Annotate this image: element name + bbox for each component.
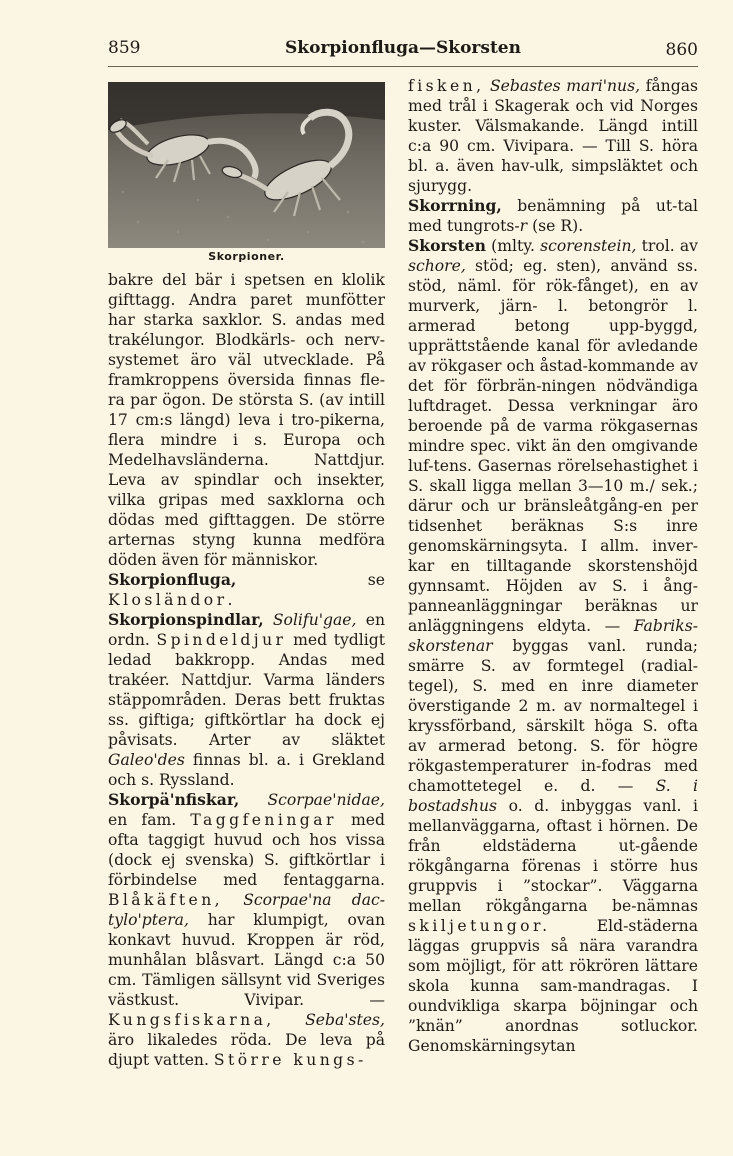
latin-name: Scorpae'nidae, bbox=[239, 791, 385, 809]
paragraph-scorpion-continuation bbox=[108, 270, 385, 570]
entry-headword: Skorpionfluga, bbox=[108, 570, 237, 589]
spaced-term: Spindeldjur bbox=[156, 631, 287, 649]
page-header bbox=[108, 38, 698, 66]
spaced-term: skiljetungor. bbox=[408, 917, 551, 935]
body-text: äro likaledes röda. De leva på djupt vatten. bbox=[108, 1031, 385, 1069]
page-number-right: 860 bbox=[665, 40, 698, 60]
scorpion-photo bbox=[108, 82, 385, 248]
body-text: o. d. inbyggas vanl. i mellanväggarna, oftast i hörnen. De från eldstäderna ut-gående rökgångarna förenas i större hus gruppvis i ”stockar”. Väggarna mellan rökgångarna be-nämnas bbox=[408, 797, 698, 915]
body-text: fångas med trål i Skagerak och vid Norges kuster. Välsmakande. Längd intill c:a 90 cm. Vivipara. — Till S. höra bl. a. även hav-ulk, simpsläktet och sjurygg. bbox=[408, 77, 698, 195]
body-text: stöd; eg. sten), använd ss. stöd, näml. för rök-fånget), en av murverk, järn- l. betongrör l. armerad betong upp-byggd, upprättstående kanal för avledande av rökgaser och åstad-kommande av det för förbrän-ningen nödvändiga luftdraget. Dessa verkningar äro beroende på de varma rökgasernas mindre spec. vikt än den omgivande luf-tens. Gasernas rörelsehastighet i S. skall ligga mellan 3—10 m./ sek.; därur och ur bränsleåtgång-en per tidsenhet beräknas S:s inre genomskärningsyta. I allm. inver-kar en tilltagande skorstenshöjd gynnsamt. Höjden av S. i ång-panneanläggningar beräknas ur anläggningens eldyta. — bbox=[408, 257, 698, 635]
entry-headword: Skorsten bbox=[408, 236, 486, 255]
body-text: med ofta taggigt huvud och hos vissa (dock ej svenska) S. giftkörtlar i förbindelse med fentaggarna. bbox=[108, 811, 385, 889]
entry-headword: Skorrning, bbox=[408, 196, 502, 215]
latin-name: schore, bbox=[408, 257, 466, 275]
latin-name: Galeo'des bbox=[108, 751, 185, 769]
spaced-term: Blåkäften, bbox=[108, 891, 224, 909]
body-text: se bbox=[236, 571, 385, 589]
body-text: en fam. bbox=[108, 811, 191, 829]
entry-headword: Skorpionspindlar, bbox=[108, 610, 264, 629]
entry-skorrning bbox=[408, 196, 698, 236]
body-text: (se R). bbox=[527, 217, 584, 235]
italic-term: S. i bostadshus bbox=[408, 777, 698, 815]
body-text: trol. av bbox=[636, 237, 698, 255]
latin-name: Scorpae'na dac-tylo'ptera, bbox=[108, 891, 385, 929]
spaced-term: Kungsfiskarna, bbox=[108, 1011, 275, 1029]
body-text: benämning på ut-tal med tungrots- bbox=[408, 197, 698, 235]
latin-name: Solifu'gae, bbox=[263, 611, 357, 629]
italic-term: r bbox=[519, 217, 528, 235]
body-text: en ordn. bbox=[108, 611, 385, 649]
page-number-left: 859 bbox=[108, 38, 141, 58]
spaced-term: Större kungs- bbox=[213, 1051, 367, 1069]
entry-skorpanfiskar bbox=[108, 790, 385, 1070]
header-rule bbox=[108, 66, 698, 67]
body-text: bakre del bär i spetsen en klolik gifttagg. Andra paret munfötter har starka saxklor. S. andas med trakélungor. Blodkärls- och nerv-systemet äro väl utvecklade. På framkroppens översida finnas fle-ra par ögon. De största S. (av intill 17 cm:s längd) leva i tro-pikerna, flera mindre i s. Europa och Medelhavsländerna. Nattdjur. Leva av spindlar och insekter, vilka gripas med saxklorna och dödas med gifttaggen. De större arternas styng kunna medföra döden även för människor. bbox=[108, 271, 385, 569]
latin-name: scorenstein, bbox=[540, 237, 637, 255]
cross-reference: Klosländor bbox=[108, 591, 228, 609]
entry-skorpionspindlar bbox=[108, 610, 385, 790]
latin-name: Sebastes mari'nus, bbox=[484, 77, 641, 95]
paragraph-kungsfisken bbox=[408, 76, 698, 196]
body-text: Eld-städerna läggas gruppvis så nära varandra som möjligt, för att rökrören lättare skola kunna sam-mandragas. I oundvikliga skarpa böjningar och ”knän” anordnas sotluckor. Genomskärningsytan bbox=[408, 917, 698, 1055]
latin-name: Seba'stes, bbox=[274, 1011, 385, 1029]
body-text: finnas bl. a. i Grekland och s. Ryssland. bbox=[108, 751, 385, 789]
figure-caption: Skorpioner. bbox=[208, 250, 285, 263]
spaced-term: Taggfeningar bbox=[190, 811, 337, 829]
body-text: byggas vanl. runda; smärre S. av formtegel (radial-tegel), S. med en inre diameter överstigande 2 m. av normaltegel i kryssförband, särskilt höga S. ofta av armerad betong. S. för högre rökgastemperaturer in-fodras med chamottetegel e. d. — bbox=[408, 637, 698, 795]
running-title: Skorpionfluga—Skorsten bbox=[285, 38, 521, 58]
left-column bbox=[108, 270, 385, 1070]
body-text: (mlty. bbox=[485, 237, 541, 255]
body-text: med tydligt ledad bakkropp. Andas med trakéer. Nattdjur. Varma länders stäppområden. Deras bett fruktas ss. giftiga; giftkörtlar ha dock ej påvisats. Arter av släktet bbox=[108, 631, 385, 749]
body-text: . bbox=[227, 591, 233, 609]
entry-skorpionfluga bbox=[108, 570, 385, 610]
right-column bbox=[408, 76, 698, 1056]
body-text: har klumpigt, ovan konkavt huvud. Kroppen är röd, munhålan blåsvart. Längd c:a 50 cm. Tämligen sällsynt vid Sveriges västkust. Vivipar. — bbox=[108, 911, 385, 1009]
italic-term: Fabriks-skorstenar bbox=[408, 617, 698, 655]
entry-headword: Skorpä'nfiskar, bbox=[108, 790, 240, 809]
scorpion-photo-graphic bbox=[108, 82, 385, 248]
spaced-term: fisken, bbox=[408, 77, 485, 95]
entry-skorsten bbox=[408, 236, 698, 1056]
